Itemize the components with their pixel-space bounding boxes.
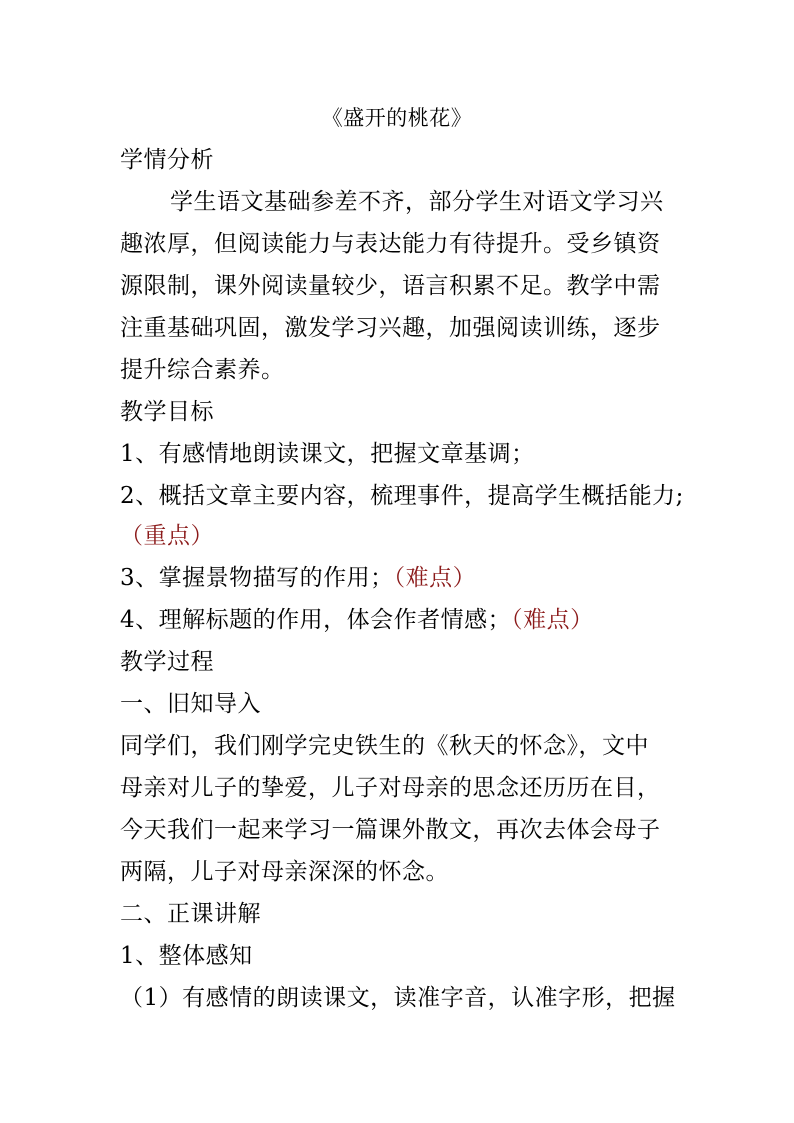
goal-item-1: 1、有感情地朗读课文，把握文章基调；	[120, 441, 535, 467]
goal-item-4-text: 4、理解标题的作用，体会作者情感；	[120, 607, 512, 633]
paragraph-line: 提升综合素养。	[120, 357, 285, 383]
paragraph-line: 趣浓厚，但阅读能力与表达能力有待提升。受乡镇资	[120, 231, 661, 257]
paragraph-line: 今天我们一起来学习一篇课外散文，再次去体会母子	[120, 817, 661, 843]
sub-heading-overview: 1、整体感知	[120, 943, 253, 969]
paragraph-line: （1）有感情的朗读课文，读准字音，认准字形，把握	[120, 985, 676, 1011]
goal-item-2: 2、概括文章主要内容，梳理事件，提高学生概括能力;	[120, 483, 684, 509]
goal-item-2-mark: （重点）	[120, 523, 214, 549]
part-heading-lesson: 二、正课讲解	[120, 901, 261, 927]
paragraph-line: 同学们，我们刚学完史铁生的《秋天的怀念》，文中	[120, 733, 649, 759]
paragraph-line: 注重基础巩固，激发学习兴趣，加强阅读训练，逐步	[120, 315, 661, 341]
goal-item-3	[120, 564, 680, 592]
goal-item-4	[120, 606, 680, 634]
section-heading-process: 教学过程	[120, 649, 214, 675]
paragraph-line: 母亲对儿子的挚爱，儿子对母亲的思念还历历在目，	[120, 775, 661, 801]
paragraph-line: 两隔，儿子对母亲深深的怀念。	[120, 859, 449, 885]
paragraph-line: 学生语文基础参差不齐，部分学生对语文学习兴	[170, 189, 664, 215]
goal-item-3-mark: （难点）	[393, 565, 477, 591]
goal-item-3-text: 3、掌握景物描写的作用；	[120, 565, 394, 591]
paragraph-line: 源限制，课外阅读量较少，语言积累不足。教学中需	[120, 273, 661, 299]
section-heading-goals: 教学目标	[120, 399, 214, 425]
section-heading-analysis: 学情分析	[120, 147, 214, 173]
document-title: 《盛开的桃花》	[321, 106, 473, 130]
part-heading-review: 一、旧知导入	[120, 691, 261, 717]
goal-item-4-mark: （难点）	[511, 607, 594, 633]
